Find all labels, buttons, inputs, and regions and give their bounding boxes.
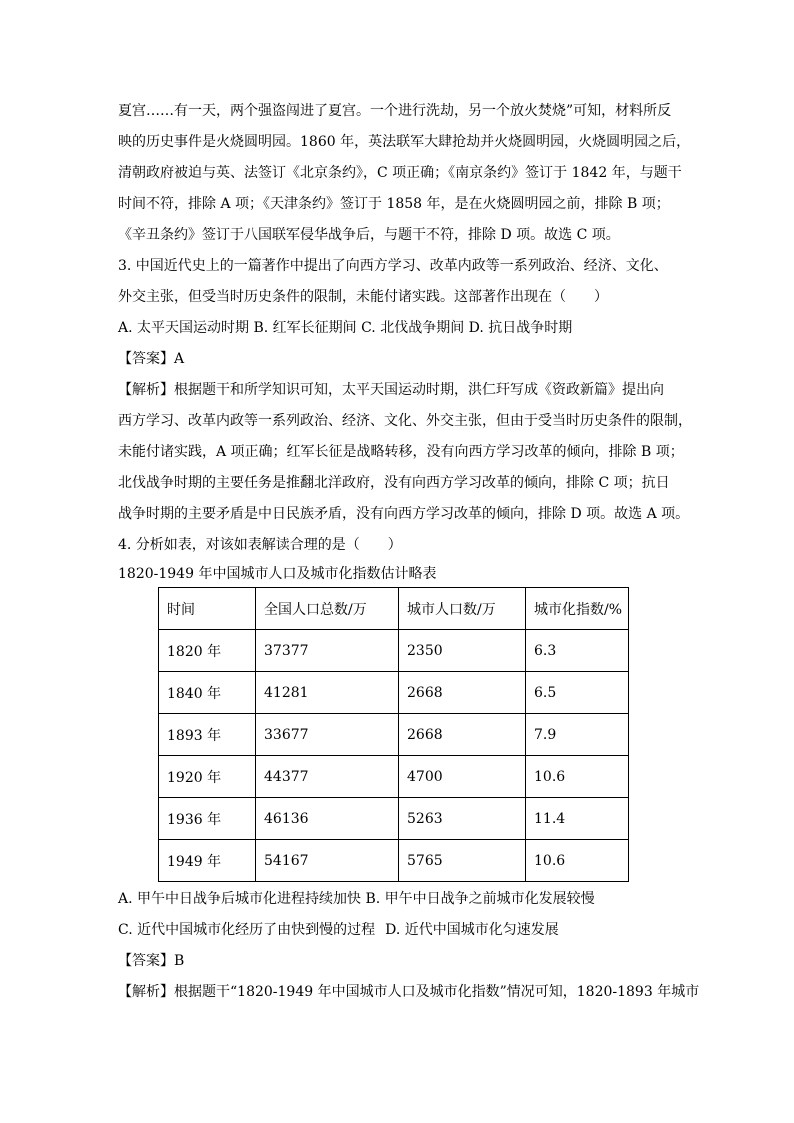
q3-analysis-line: 北伐战争时期的主要任务是推翻北洋政府，没有向西方学习改革的倾向，排除 C 项；抗日 <box>118 475 670 491</box>
table-row <box>159 672 629 714</box>
table-cell: 10.6 <box>526 840 629 882</box>
table-cell: 2668 <box>399 672 526 714</box>
q4-analysis-line: 【解析】根据题干“1820-1949 年中国城市人口及城市化指数”情况可知，1820-1893 年城市 <box>118 984 700 1000</box>
table-cell: 4700 <box>399 756 526 798</box>
q2-analysis-continued <box>118 96 691 251</box>
q4-options-line2 <box>118 915 678 946</box>
question-4 <box>118 530 700 1008</box>
table-cell: 5263 <box>399 798 526 840</box>
text-line: 映的历史事件是火烧圆明园。1860 年，英法联军大肆抢劫并火烧圆明园，火烧圆明园之后， <box>118 134 691 150</box>
table-row <box>159 756 629 798</box>
table-cell: 1920 年 <box>159 756 256 798</box>
table-cell: 10.6 <box>526 756 629 798</box>
table-row <box>159 840 629 882</box>
q3-answer: 【答案】A <box>118 351 185 367</box>
table-header-cell: 城市化指数/% <box>526 588 629 630</box>
text-line: 清朝政府被迫与英、法签订《北京条约》，C 项正确；《南京条约》签订于 1842 年，与题干 <box>118 165 682 181</box>
text-line: 夏宫……有一天，两个强盗闯进了夏宫。一个进行洗劫，另一个放火焚烧”可知，材料所反 <box>118 103 672 119</box>
q4-answer: 【答案】B <box>118 953 185 969</box>
table-cell: 46136 <box>256 798 399 840</box>
table-cell: 7.9 <box>526 714 629 756</box>
table-cell: 6.3 <box>526 630 629 672</box>
table-cell: 41281 <box>256 672 399 714</box>
q4-options-line1: A. 甲午中日战争后城市化进程持续加快 B. 甲午中日战争之前城市化发展较慢 <box>118 891 595 907</box>
table-cell: 1949 年 <box>159 840 256 882</box>
table-cell: 5765 <box>399 840 526 882</box>
table-cell: 1820 年 <box>159 630 256 672</box>
q4-option-d: D. 近代中国城市化匀速发展 <box>385 922 559 938</box>
table-header-row <box>159 588 629 630</box>
q3-analysis-line: 西方学习、改革内政等一系列政治、经济、文化、外交主张，但由于受当时历史条件的限制， <box>118 413 692 429</box>
table-cell: 1840 年 <box>159 672 256 714</box>
q4-stem: 4. 分析如表，对该如表解读合理的是（ ） <box>118 537 402 553</box>
table-cell: 2350 <box>399 630 526 672</box>
document-page <box>118 96 700 1008</box>
table-caption: 1820-1949 年中国城市人口及城市化指数估计略表 <box>118 566 437 582</box>
table-cell: 6.5 <box>526 672 629 714</box>
table-cell: 1893 年 <box>159 714 256 756</box>
q3-stem-line: 3. 中国近代史上的一篇著作中提出了向西方学习、改革内政等一系列政治、经济、文化、 <box>118 258 668 274</box>
table-header-cell: 城市人口数/万 <box>399 588 526 630</box>
text-line: 《辛丑条约》签订于八国联军侵华战争后，与题干不符，排除 D 项。故选 C 项。 <box>118 227 620 243</box>
table-cell: 2668 <box>399 714 526 756</box>
table-cell: 11.4 <box>526 798 629 840</box>
table-row <box>159 630 629 672</box>
q4-option-c: C. 近代中国城市化经历了由快到慢的过程 <box>118 922 376 938</box>
table-cell: 44377 <box>256 756 399 798</box>
q3-analysis-line: 战争时期的主要矛盾是中日民族矛盾，没有向西方学习改革的倾向，排除 D 项。故选 A 项。 <box>118 506 690 522</box>
table-cell: 37377 <box>256 630 399 672</box>
q3-analysis-line: 未能付诸实践，A 项正确；红军长征是战略转移，没有向西方学习改革的倾向，排除 B 项； <box>118 444 684 460</box>
population-table <box>158 587 629 882</box>
table-cell: 54167 <box>256 840 399 882</box>
q3-analysis-line: 【解析】根据题干和所学知识可知，太平天国运动时期，洪仁玕写成《资政新篇》提出向 <box>118 382 664 398</box>
q3-options: A. 太平天国运动时期 B. 红军长征期间 C. 北伐战争期间 D. 抗日战争时期 <box>118 320 573 336</box>
table-row <box>159 798 629 840</box>
table-header-cell: 全国人口总数/万 <box>256 588 399 630</box>
question-3 <box>118 251 692 530</box>
table-row <box>159 714 629 756</box>
table-header-cell: 时间 <box>159 588 256 630</box>
table-cell: 33677 <box>256 714 399 756</box>
q3-stem-line: 外交主张，但受当时历史条件的限制，未能付诸实践。这部著作出现在（ ） <box>118 289 608 305</box>
table-cell: 1936 年 <box>159 798 256 840</box>
text-line: 时间不符，排除 A 项；《天津条约》签订于 1858 年，是在火烧圆明园之前，排除 B 项； <box>118 196 670 212</box>
